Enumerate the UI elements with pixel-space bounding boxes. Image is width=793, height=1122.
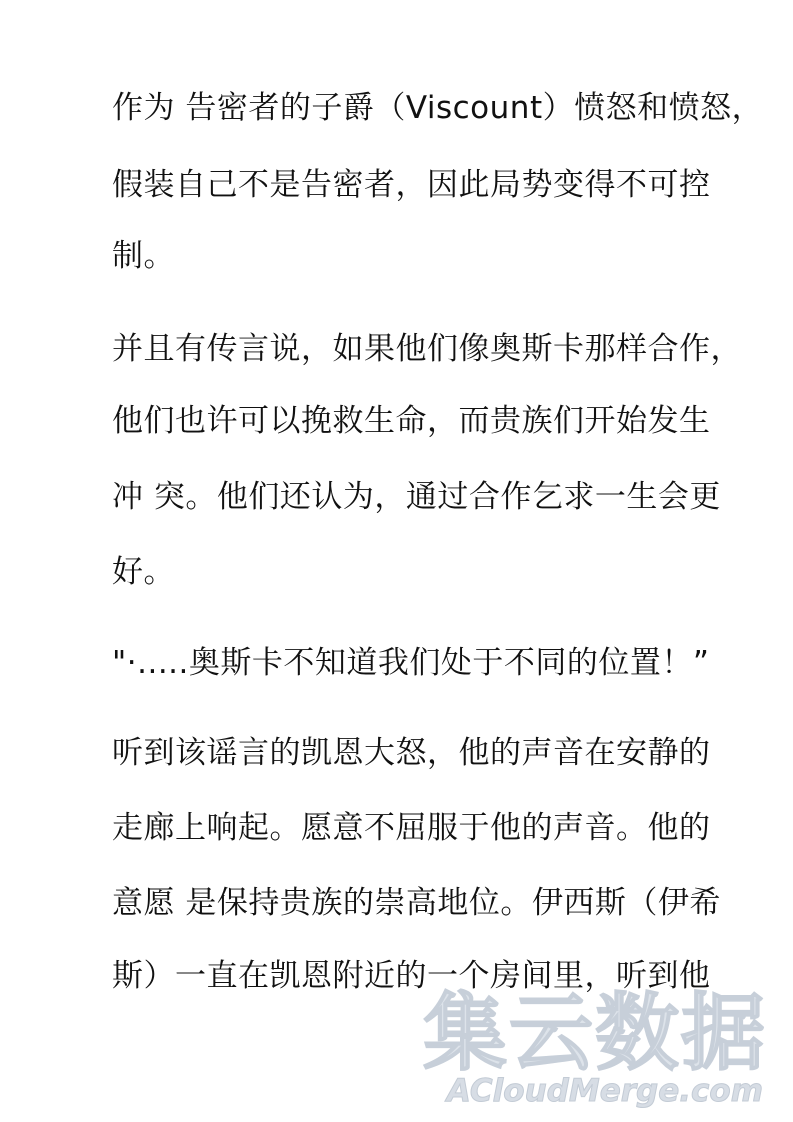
watermark-chinese-text: 集云数据 <box>422 984 767 1082</box>
text-line: 假装自己不是告密者，因此局势变得不可控 <box>112 167 711 203</box>
text-line: 听到该谣言的凯恩大怒，他的声音在安静的 <box>112 735 711 771</box>
text-line: 走廊上响起。愿意不屈服于他的声音。他的 <box>112 810 711 846</box>
text-line: 斯）一直在凯恩附近的一个房间里，听到他 <box>112 958 711 994</box>
text-line: 制。 <box>112 238 175 274</box>
text-line: "·.....奥斯卡不知道我们处于不同的位置！” <box>112 645 710 681</box>
text-line: 他们也许可以挽救生命，而贵族们开始发生 <box>112 403 711 439</box>
text-line: 冲 突。他们还认为，通过合作乞求一生会更 <box>112 479 721 515</box>
text-line: 作为 告密者的子爵（Viscount）愤怒和愤怒， <box>112 90 764 126</box>
text-line: 并且有传言说，如果他们像奥斯卡那样合作， <box>112 331 742 367</box>
watermark-logo <box>396 984 781 1109</box>
text-line: 意愿 是保持贵族的崇高地位。伊西斯（伊希 <box>112 885 721 921</box>
watermark-latin-text: ACloudMerge.com <box>446 1073 763 1109</box>
text-line: 好。 <box>112 554 175 590</box>
